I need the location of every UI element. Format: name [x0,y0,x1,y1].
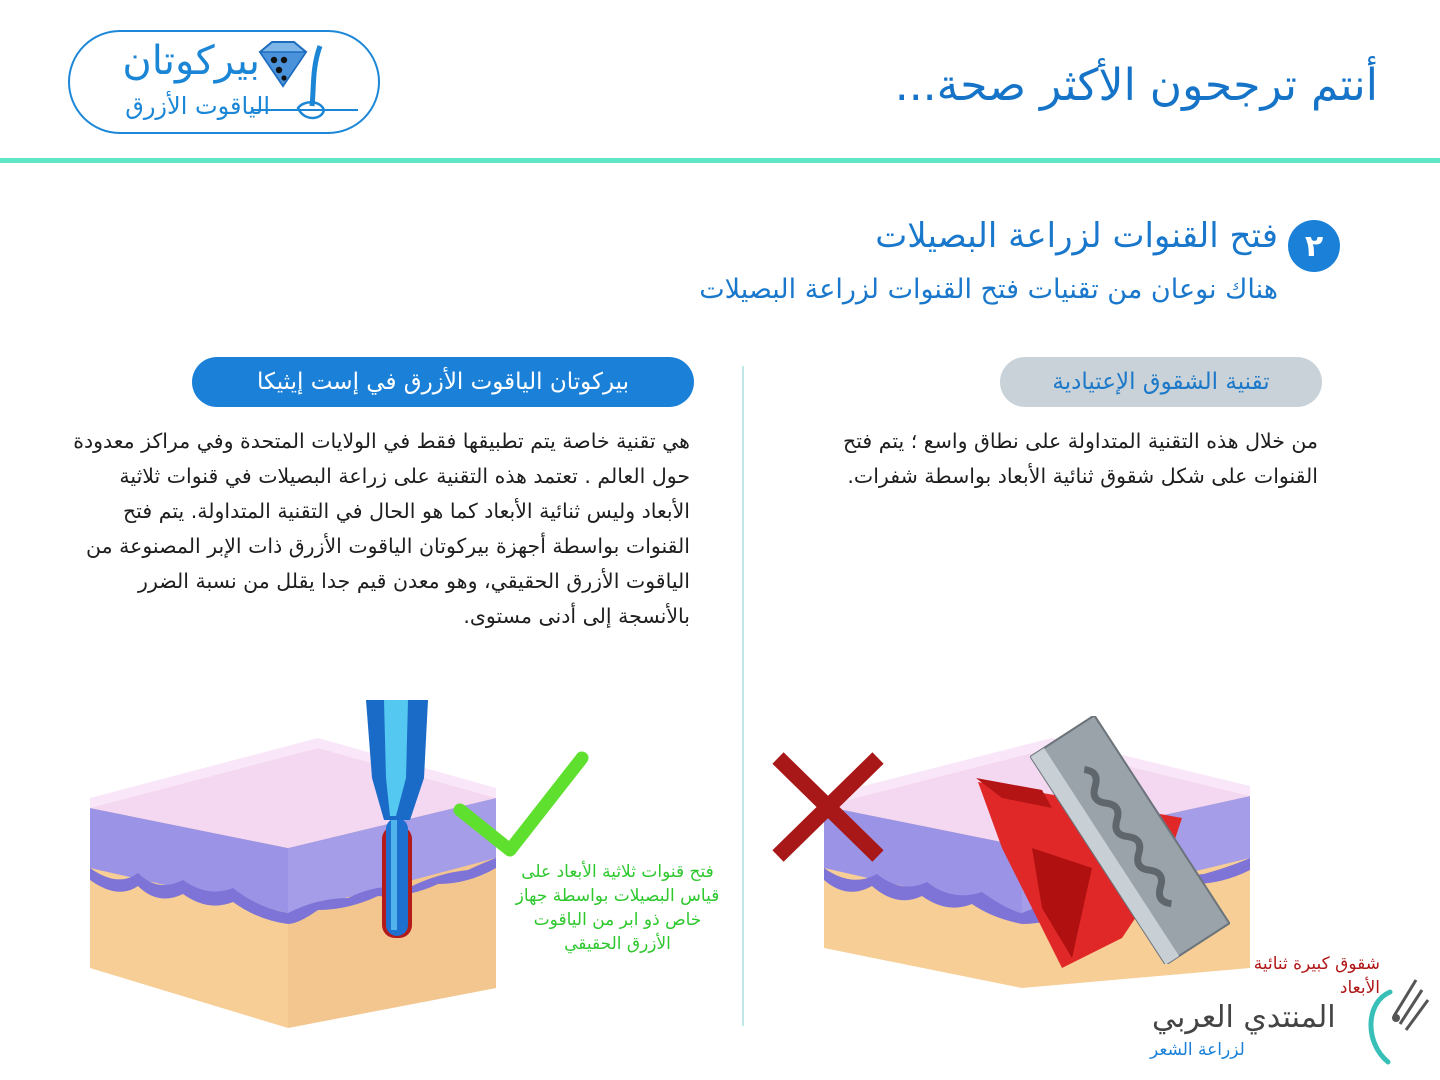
razor-blade-icon [1030,716,1230,964]
column-divider [742,366,744,1026]
left-column-pill: بيركوتان الياقوت الأزرق في إست إيثيكا [192,357,694,407]
left-column-text: هي تقنية خاصة يتم تطبيقها فقط في الولايات المتحدة وفي مراكز معدودة حول العالم . تعتمد هذه التقنية على زراعة البصيلات في قنوات ثلاثية الأبعاد وليس ثنائية الأبعاد كما هو الحال في التقنية المتداولة. يتم فتح القنوات بواسطة أجهزة بيركوتان الياقوت الأزرق ذات الإبر المصنوعة من الياقوت الأزرق الحقيقي، وهو معدن قيم جدا يقلل من نسبة الضرر بالأنسجة إلى أدنى مستوى. [73,429,690,628]
logo [68,30,380,134]
section-heading: فتح القنوات لزراعة البصيلات [875,216,1278,256]
skin-needle-illustration [88,698,498,1030]
page-title: أنتم ترجحون الأكثر صحة... [894,60,1378,111]
sapphire-hair-icon [250,40,360,132]
cross-icon [768,750,888,864]
left-illustration-caption: فتح قنوات ثلاثية الأبعاد على قياس البصيلات بواسطة جهاز خاص ذو ابر من الياقوت الأزرق الحقيقي [515,862,720,954]
section-subheading: هناك نوعان من تقنيات فتح القنوات لزراعة البصيلات [699,274,1278,305]
logo-subtitle: الياقوت الأزرق [125,92,270,120]
title-divider [0,158,1440,163]
check-icon [452,750,592,862]
right-illustration-caption: شقوق كبيرة ثنائية الأبعاد [1253,954,1380,998]
right-column-text: من خلال هذه التقنية المتداولة على نطاق واسع ؛ يتم فتح القنوات على شكل شقوق ثنائية الأبعاد بواسطة شفرات. [842,429,1318,488]
step-number-badge: ٢ [1288,220,1340,272]
logo-name: بيركوتان [122,38,260,84]
forum-logo-subtitle: لزراعة الشعر [1150,1040,1245,1060]
forum-logo-name: المنتدي العربي [1152,1000,1336,1035]
forum-hair-icon [1360,972,1430,1072]
right-column-pill: تقنية الشقوق الإعتيادية [1000,357,1322,407]
